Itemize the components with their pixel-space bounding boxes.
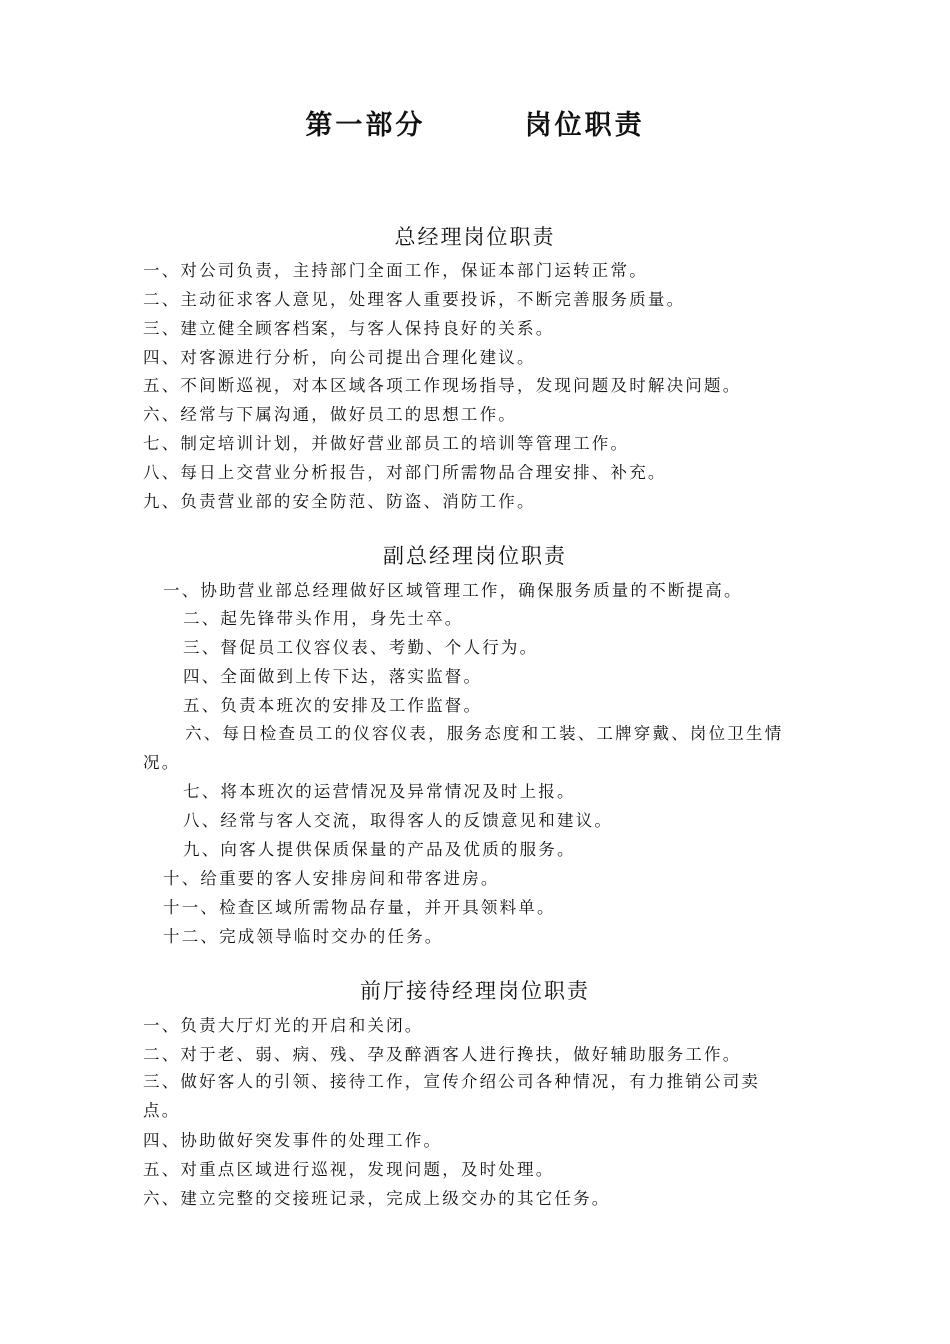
list-item: 五、对重点区域进行巡视，发现问题，及时处理。 <box>143 1160 555 1179</box>
list-item: 一、负责大厅灯光的开启和关闭。 <box>143 1016 424 1035</box>
list-item: 十、给重要的客人安排房间和带客进房。 <box>163 869 500 888</box>
list-item: 五、不间断巡视，对本区域各项工作现场指导，发现问题及时解决问题。 <box>143 376 742 395</box>
list-item: 八、每日上交营业分析报告，对部门所需物品合理安排、补充。 <box>143 463 667 482</box>
list-item: 三、督促员工仪容仪表、考勤、个人行为。 <box>183 638 539 657</box>
list-item: 二、起先锋带头作用，身先士卒。 <box>183 609 464 628</box>
list-item: 三、做好客人的引领、接待工作，宣传介绍公司各种情况，有力推销公司卖点。 <box>143 1072 761 1120</box>
list-item: 三、建立健全顾客档案，与客人保持良好的关系。 <box>143 319 555 338</box>
list-item: 九、向客人提供保质保量的产品及优质的服务。 <box>183 840 576 859</box>
list-item: 六、建立完整的交接班记录，完成上级交办的其它任务。 <box>143 1189 611 1208</box>
list-item: 六、每日检查员工的仪容仪表，服务态度和工装、工牌穿戴、岗位卫生情况。 <box>143 724 784 772</box>
part-title: 第一部分 岗位职责 <box>305 110 645 141</box>
list-item: 七、制定培训计划，并做好营业部员工的培训等管理工作。 <box>143 434 630 453</box>
list-item: 六、经常与下属沟通，做好员工的思想工作。 <box>143 405 517 424</box>
section-title-front-desk-manager: 前厅接待经理岗位职责 <box>360 979 590 1003</box>
list-item: 十二、完成领导临时交办的任务。 <box>163 927 444 946</box>
list-item: 一、协助营业部总经理做好区域管理工作，确保服务质量的不断提高。 <box>163 581 743 600</box>
list-item: 五、负责本班次的安排及工作监督。 <box>183 696 483 715</box>
list-item: 七、将本班次的运营情况及异常情况及时上报。 <box>183 782 576 801</box>
list-item: 二、主动征求客人意见，处理客人重要投诉，不断完善服务质量。 <box>143 290 686 309</box>
list-item: 十一、检查区域所需物品存量，并开具领料单。 <box>163 898 556 917</box>
section-title-deputy-general-manager: 副总经理岗位职责 <box>383 544 567 568</box>
list-item: 四、对客源进行分析，向公司提出合理化建议。 <box>143 348 536 367</box>
list-item: 一、对公司负责，主持部门全面工作，保证本部门运转正常。 <box>143 261 648 280</box>
list-item: 九、负责营业部的安全防范、防盗、消防工作。 <box>143 492 536 511</box>
list-item: 八、经常与客人交流，取得客人的反馈意见和建议。 <box>183 811 614 830</box>
list-item: 四、全面做到上传下达，落实监督。 <box>183 667 483 686</box>
section-title-general-manager: 总经理岗位职责 <box>394 225 556 249</box>
list-item: 二、对于老、弱、病、残、孕及醉酒客人进行搀扶，做好辅助服务工作。 <box>143 1045 742 1064</box>
list-item: 四、协助做好突发事件的处理工作。 <box>143 1131 443 1150</box>
